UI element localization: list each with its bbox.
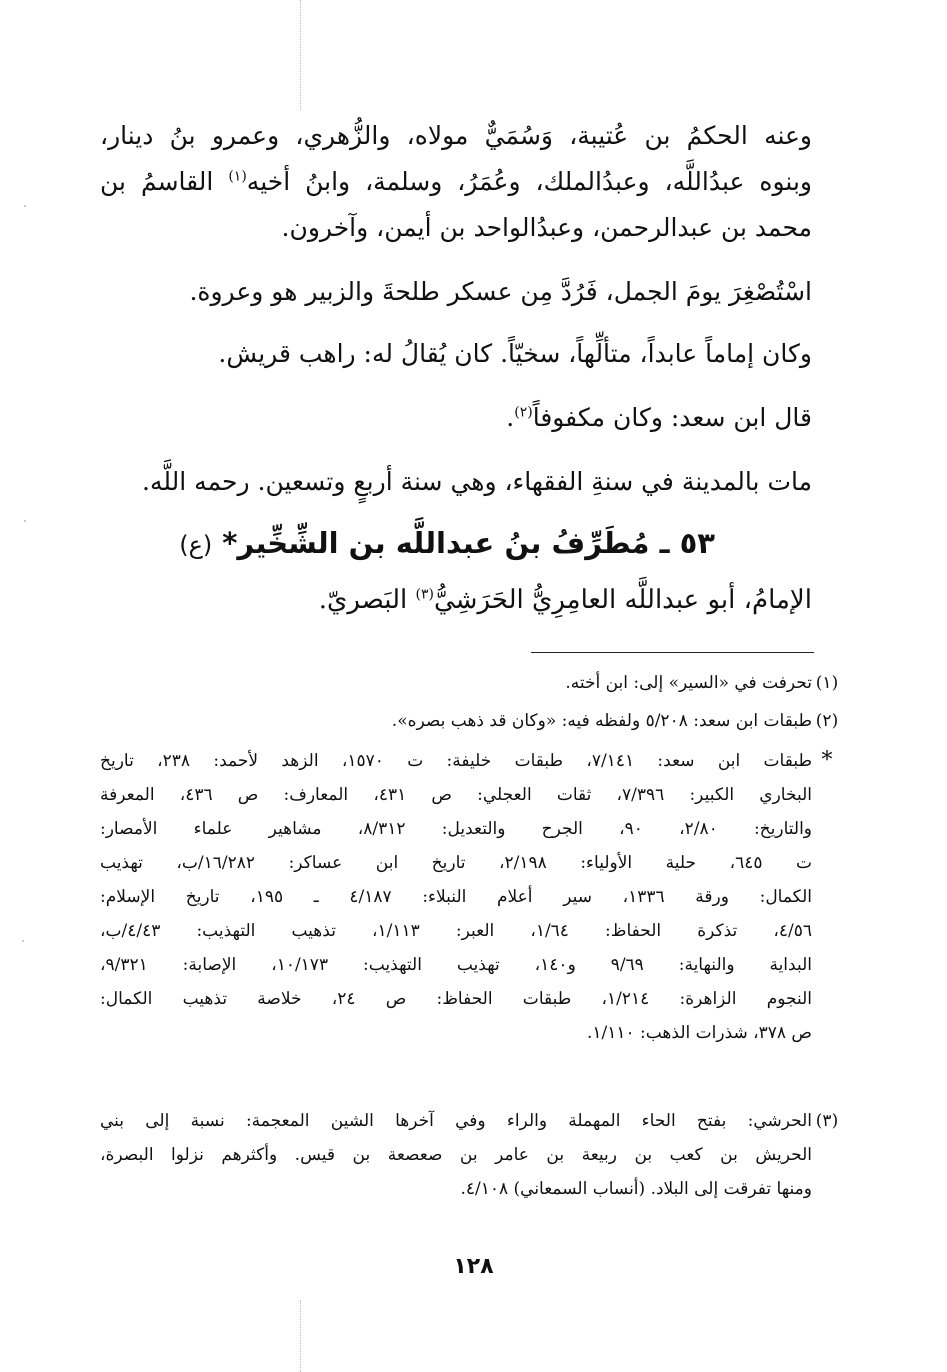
body-line-1: وعنه الحكمُ بن عُتيبة، وَسُمَيٌّ مولاه، والزُّهري، وعمرو بنُ دينار، xyxy=(100,121,812,150)
scan-speck xyxy=(22,940,24,942)
body-line-6: قال ابن سعد: وكان مكفوفاً$^{(٢)}$. xyxy=(506,403,812,432)
footnote-1 xyxy=(100,666,839,700)
footnote-separator xyxy=(531,652,814,653)
scan-speck xyxy=(24,205,26,207)
entry-kunya xyxy=(100,580,812,620)
footnote-line: طبقات ابن سعد: ٧/١٤١، طبقات خليفة: ت ١٥٧٠، الزهد لأحمد: ٢٣٨، تاريخ xyxy=(100,751,812,771)
body-line-6-text: قال ابن سعد: وكان مكفوفاً xyxy=(532,403,812,432)
scan-speck xyxy=(24,520,26,522)
footnote-marker: (٣) xyxy=(815,1111,839,1131)
entry-title: ٥٣ ـ مُطَرِّفُ بنُ عبداللَّه بن الشِّخِّير* xyxy=(222,526,715,560)
body-line-3: محمد بن عبدالرحمن، وعبدُالواحد بن أيمن، وآخرون. xyxy=(281,213,812,242)
footnote-marker: (١) xyxy=(815,673,839,693)
footnote-line: البداية والنهاية: ٩/٦٩ و١٤٠، تهذيب التهذيب: ١٠/١٧٣، الإصابة: ٩/٣٢١، xyxy=(100,955,812,975)
footnote-ref-2: (٢) xyxy=(514,404,533,421)
scan-dotted-line xyxy=(300,1300,301,1372)
body-line-5: وكان إماماً عابداً، متألِّهاً، سخيّاً. كان يُقالُ له: راهب قريش. xyxy=(218,339,812,368)
footnote-line: ومنها تفرقت إلى البلاد. (أنساب السمعاني) ٤/١٠٨. xyxy=(460,1179,812,1199)
entry-kunya-end: البَصريّ. xyxy=(318,585,408,615)
footnote-line: الكمال: ورقة ١٣٣٦، سير أعلام النبلاء: ٤/١٨٧ ـ ١٩٥، تاريخ الإسلام: xyxy=(100,887,812,907)
footnote-line: الحريش بن كعب بن ربيعة بن عامر بن صعصعة بن قيس. وأكثرهم نزلوا البصرة، xyxy=(100,1145,812,1165)
body-line-2-start: وبنوه عبدُاللَّه، وعبدُالملك، وعُمَرُ، وسلمة، وابنُ أخيه xyxy=(246,167,812,196)
footnote-line: والتاريخ: ٢/٨٠، ٩٠، الجرح والتعديل: ٨/٣١٢، مشاهير علماء الأمصار: xyxy=(100,819,813,839)
body-line-4: اسْتُصْغِرَ يومَ الجمل، فَرُدَّ مِن عسكر طلحةَ والزبير هو وعروة. xyxy=(189,277,812,306)
footnote-ref-3: (٣) xyxy=(415,586,434,603)
entry-tag: (ع) xyxy=(179,531,213,559)
footnote-line: ٤/٥٦، تذكرة الحفاظ: ١/٦٤، العبر: ١/١١٣، تذهيب التهذيب: ٤/٤٣/ب، xyxy=(100,921,812,941)
footnote-line: تحرفت في «السير» إلى: ابن أخته. xyxy=(565,673,812,693)
footnote-marker: * xyxy=(821,748,833,773)
footnote-line: ت ٦٤٥، حلية الأولياء: ٢/١٩٨، تاريخ ابن عساكر: ١٦/٢٨٢/ب، تهذيب xyxy=(100,853,812,873)
footnote-ref-1: (١) xyxy=(228,168,247,185)
body-line-2 xyxy=(100,162,812,202)
body-line-2-end: القاسمُ بن xyxy=(100,167,214,196)
footnote-sources xyxy=(100,744,833,1050)
page-number: ١٢٨ xyxy=(453,1254,494,1279)
footnote-line: ص ٣٧٨، شذرات الذهب: ١/١١٠. xyxy=(586,1023,812,1043)
footnote-line: البخاري الكبير: ٧/٣٩٦، ثقات العجلي: ص ٤٣١، المعارف: ص ٤٣٦، المعرفة xyxy=(100,785,812,805)
footnote-line: الحرشي: بفتح الحاء المهملة والراء وفي آخرها الشين المعجمة: نسبة إلى بني xyxy=(100,1111,812,1131)
footnote-marker: (٢) xyxy=(815,711,839,731)
entry-heading xyxy=(179,521,715,567)
footnote-line: طبقات ابن سعد: ٥/٢٠٨ ولفظه فيه: «وكان قد ذهب بصره». xyxy=(391,711,812,731)
body-line-7: مات بالمدينة في سنةِ الفقهاء، وهي سنة أربعٍ وتسعين. رحمه اللَّه. xyxy=(142,467,812,496)
scan-dotted-line xyxy=(300,0,301,110)
footnote-3 xyxy=(100,1104,839,1206)
footnote-2 xyxy=(100,704,839,738)
footnote-line: النجوم الزاهرة: ١/٢١٤، طبقات الحفاظ: ص ٢٤، خلاصة تذهيب الكمال: xyxy=(100,989,813,1009)
entry-kunya-text: الإمامُ، أبو عبداللَّه العامِرِيُّ الحَرَشِيُّ xyxy=(433,585,812,615)
